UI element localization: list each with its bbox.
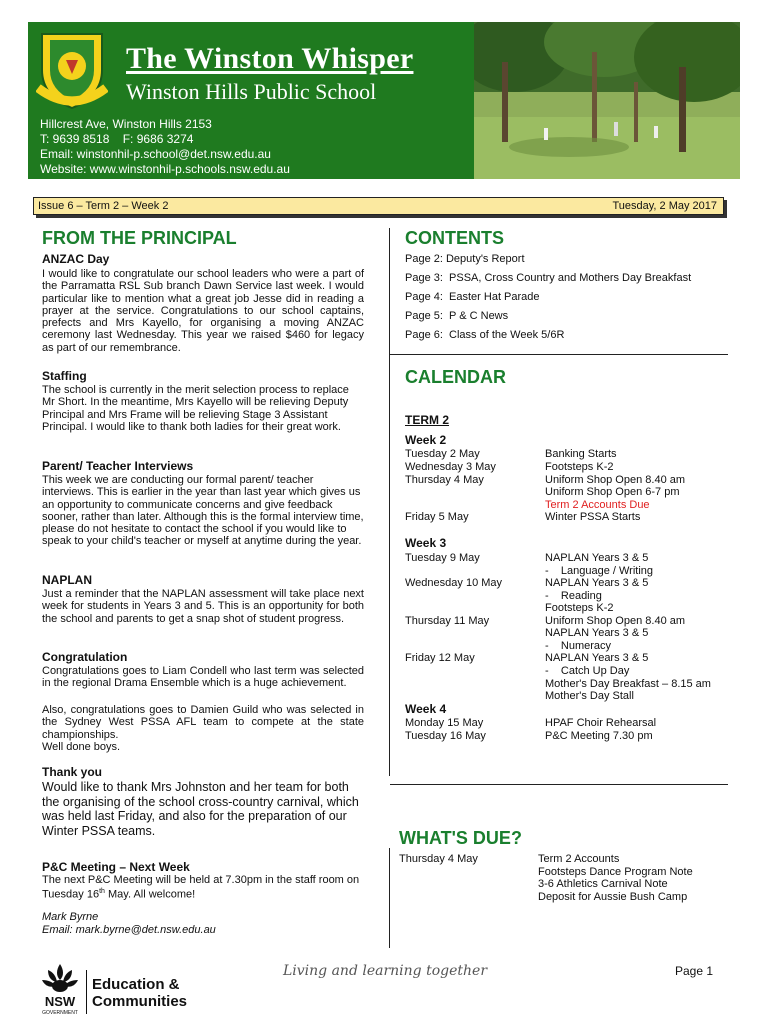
column-divider bbox=[389, 228, 390, 776]
calendar-date: Thursday 4 May bbox=[405, 474, 484, 486]
calendar-date: Friday 5 May bbox=[405, 511, 469, 523]
logo-separator bbox=[86, 970, 87, 1014]
calendar-event: - Language / Writing bbox=[545, 565, 654, 577]
week-3-label: Week 3 bbox=[405, 536, 447, 550]
issue-date: Tuesday, 2 May 2017 bbox=[612, 200, 717, 212]
congratulation-text-1: Congratulations goes to Liam Condell who last term was selected in the regional Drama Ensemble which is a huge achievement. bbox=[42, 665, 364, 690]
signature-email: Email: mark.byrne@det.nsw.edu.au bbox=[42, 924, 216, 936]
website-line: Website: www.winstonhil-p.schools.nsw.edu.au bbox=[40, 162, 290, 176]
calendar-event: Footsteps K-2 bbox=[545, 461, 614, 473]
due-date: Thursday 4 May bbox=[399, 853, 478, 865]
principal-section-title: FROM THE PRINCIPAL bbox=[42, 228, 237, 248]
interviews-heading: Parent/ Teacher Interviews bbox=[42, 459, 194, 473]
thank-you-text: Would like to thank Mrs Johnston and her team for both the organising of the school cross-country carnival, which was held last Friday, and also for the preparation of our Winter PSSA teams. bbox=[42, 780, 359, 838]
due-item: Footsteps Dance Program Note bbox=[538, 866, 693, 878]
calendar-event: Uniform Shop Open 6-7 pm bbox=[545, 486, 680, 498]
calendar-event: Footsteps K-2 bbox=[545, 602, 614, 614]
week-2-label: Week 2 bbox=[405, 433, 447, 447]
anzac-heading: ANZAC Day bbox=[42, 252, 110, 266]
contents-item[interactable]: Page 4: Easter Hat Parade bbox=[405, 291, 540, 303]
calendar-event: - Reading bbox=[545, 590, 602, 602]
address-line: Hillcrest Ave, Winston Hills 2153 bbox=[40, 117, 212, 131]
calendar-event: - Numeracy bbox=[545, 640, 612, 652]
newsletter-title: The Winston Whisper bbox=[126, 42, 414, 75]
whats-due-section-title: WHAT'S DUE? bbox=[399, 828, 522, 848]
calendar-event: Mother's Day Breakfast – 8.15 am bbox=[545, 678, 711, 690]
school-contact bbox=[40, 117, 290, 177]
calendar-event: NAPLAN Years 3 & 5 bbox=[545, 552, 649, 564]
congratulation-heading: Congratulation bbox=[42, 650, 128, 664]
school-tagline: Living and learning together bbox=[283, 963, 488, 979]
contents-item[interactable]: Page 6: Class of the Week 5/6R bbox=[405, 329, 565, 341]
congratulation-text-2: Also, congratulations goes to Damien Guild who was selected in the Sydney West PSSA AFL team to compete at the state championships. bbox=[42, 704, 364, 741]
calendar-date: Monday 15 May bbox=[405, 717, 484, 729]
masthead bbox=[28, 22, 740, 179]
calendar-event-highlight: Term 2 Accounts Due bbox=[545, 499, 650, 511]
school-grounds-photo bbox=[474, 22, 740, 179]
pc-meeting-heading: P&C Meeting – Next Week bbox=[42, 860, 190, 874]
calendar-event: Mother's Day Stall bbox=[545, 690, 634, 702]
calendar-event: Banking Starts bbox=[545, 448, 617, 460]
school-crest-icon bbox=[36, 30, 108, 110]
pc-meeting-text-start: The next P&C Meeting will be held at 7.30pm in the staff room on Tuesday 16 bbox=[42, 874, 360, 901]
calendar-event: NAPLAN Years 3 & 5 bbox=[545, 577, 649, 589]
calendar-event: - Catch Up Day bbox=[545, 665, 630, 677]
contents-item[interactable]: Page 3: PSSA, Cross Country and Mothers Day Breakfast bbox=[405, 272, 692, 284]
issue-bar bbox=[33, 197, 724, 215]
due-item: Deposit for Aussie Bush Camp bbox=[538, 891, 688, 903]
government-wordmark: GOVERNMENT bbox=[42, 1010, 78, 1016]
calendar-event: Uniform Shop Open 8.40 am bbox=[545, 474, 686, 486]
calendar-date: Wednesday 3 May bbox=[405, 461, 496, 473]
calendar-date: Tuesday 2 May bbox=[405, 448, 480, 460]
contents-divider bbox=[390, 354, 728, 355]
due-item: Term 2 Accounts bbox=[538, 853, 620, 865]
column-divider bbox=[389, 848, 390, 948]
staffing-heading: Staffing bbox=[42, 369, 87, 383]
calendar-event: Uniform Shop Open 8.40 am bbox=[545, 615, 686, 627]
calendar-date: Thursday 11 May bbox=[405, 615, 490, 627]
nsw-government-logo bbox=[36, 962, 84, 1021]
calendar-date: Friday 12 May bbox=[405, 652, 475, 664]
signature-name: Mark Byrne bbox=[42, 911, 99, 923]
anzac-text: I would like to congratulate our school leaders who were a part of the Parramatta RSL Sub branch Dawn Service last week. I would particular like to mention what a great job Jesse did in reading a prayer at the service. Congratulations to our school captains, prefects and Mrs Kayello, for organising a moving ANZAC ceremony last Wednesday. This year we raised $460 for legacy as part of our remembrance. bbox=[42, 268, 364, 354]
nsw-wordmark: NSW bbox=[44, 994, 76, 1009]
department-line-1: Education & bbox=[92, 976, 180, 993]
congratulation-text-3: Well done boys. bbox=[42, 741, 121, 753]
calendar-date: Wednesday 10 May bbox=[405, 577, 503, 589]
pc-meeting-text-end: May. All welcome! bbox=[104, 888, 196, 901]
interviews-text: This week we are conducting our formal parent/ teacher interviews. This is earlier in the year than last year which gives us an opportunity to communicate concerns and give feedback sooner, rather than later. Although this is the formal interview time, please do not hesitate to contact the school if you would like to speak to your child's teacher or myself at anytime during the year. bbox=[42, 474, 364, 548]
phone-line: T: 9639 8518 F: 9686 3274 bbox=[40, 132, 194, 146]
calendar-event: NAPLAN Years 3 & 5 bbox=[545, 627, 649, 639]
calendar-event: P&C Meeting 7.30 pm bbox=[545, 730, 653, 742]
due-item: 3-6 Athletics Carnival Note bbox=[538, 878, 668, 890]
pc-meeting-text bbox=[42, 874, 372, 901]
pc-meeting-superscript: th bbox=[99, 888, 105, 896]
naplan-heading: NAPLAN bbox=[42, 573, 92, 587]
week-4-label: Week 4 bbox=[405, 702, 447, 716]
contents-item[interactable]: Page 5: P & C News bbox=[405, 310, 509, 322]
email-line: Email: winstonhil-p.school@det.nsw.edu.au bbox=[40, 147, 271, 161]
school-name: Winston Hills Public School bbox=[126, 79, 377, 104]
department-line-2: Communities bbox=[92, 993, 188, 1010]
thank-you-heading: Thank you bbox=[42, 765, 103, 779]
page-number: Page 1 bbox=[675, 964, 714, 978]
department-name bbox=[92, 976, 187, 1010]
calendar-event: Winter PSSA Starts bbox=[545, 511, 641, 523]
staffing-text: The school is currently in the merit selection process to replace Mr Short. In the meantime, Mrs Kayello will be relieving Deputy Principal and Mrs Frame will be relieving Stage 3 Assistant Principal. I would like to thank both ladies for their great work. bbox=[42, 384, 349, 433]
calendar-event: HPAF Choir Rehearsal bbox=[545, 717, 657, 729]
waratah-icon bbox=[36, 962, 84, 1016]
calendar-event: NAPLAN Years 3 & 5 bbox=[545, 652, 649, 664]
contents-section-title: CONTENTS bbox=[405, 228, 504, 248]
issue-label: Issue 6 – Term 2 – Week 2 bbox=[38, 200, 169, 212]
calendar-date: Tuesday 16 May bbox=[405, 730, 486, 742]
contents-item[interactable]: Page 2: Deputy's Report bbox=[405, 253, 525, 265]
naplan-text: Just a reminder that the NAPLAN assessment will take place next week for students in Years 3 and 5. This is an opportunity for both the school and parents to get a snap shot of student progress. bbox=[42, 588, 364, 625]
calendar-date: Tuesday 9 May bbox=[405, 552, 480, 564]
issue-bar-shadow bbox=[36, 215, 727, 218]
term-label: TERM 2 bbox=[405, 413, 450, 427]
calendar-section-title: CALENDAR bbox=[405, 367, 506, 387]
calendar-divider bbox=[390, 784, 728, 785]
